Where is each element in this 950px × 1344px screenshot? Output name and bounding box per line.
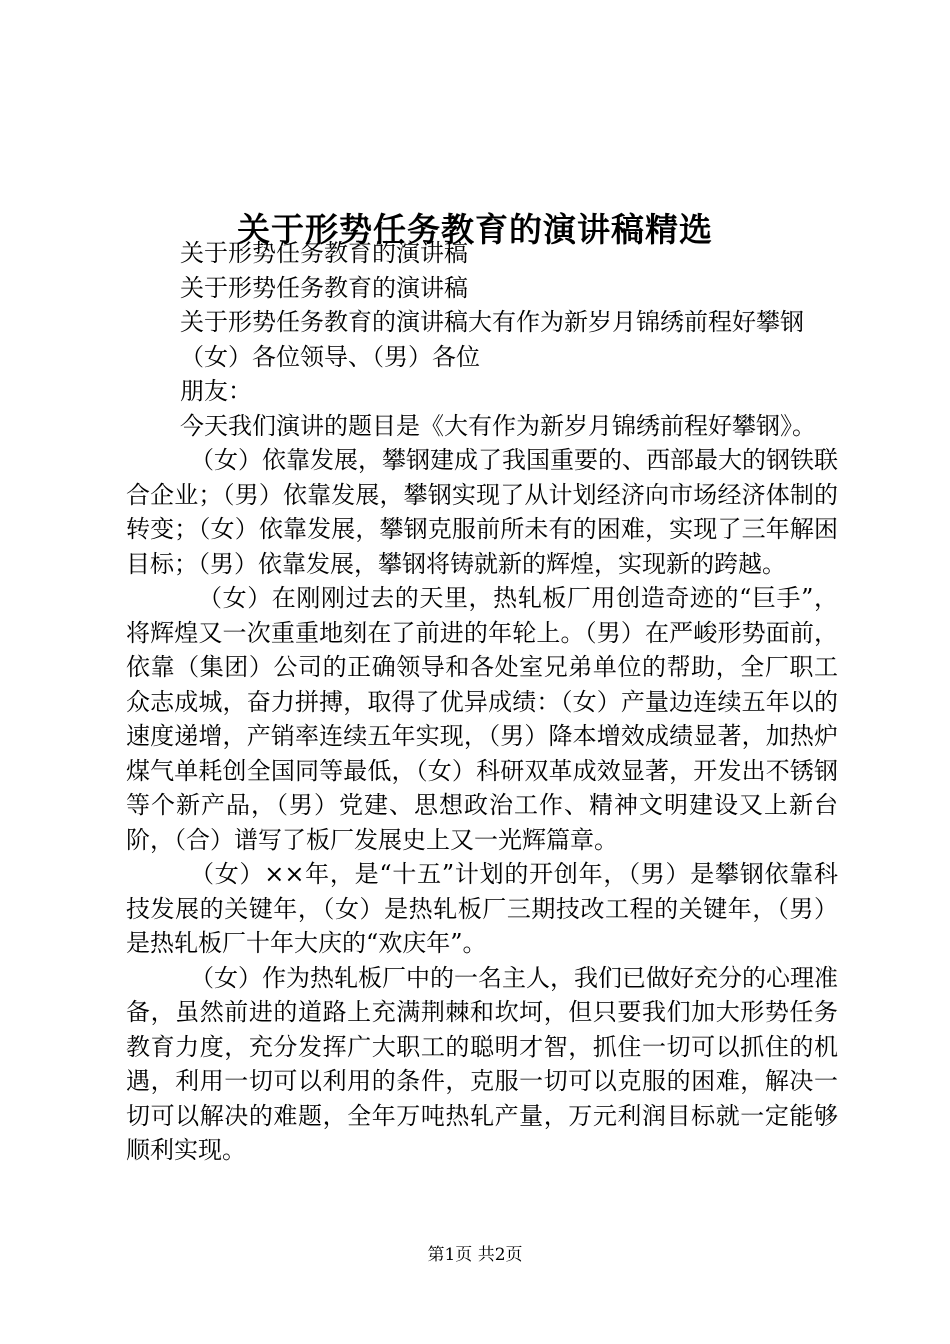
page-footer: 第1页 共2页	[427, 1245, 523, 1265]
paragraph-topic: 今天我们演讲的题目是《大有作为新岁月锦绣前程好攀钢》。	[180, 411, 816, 440]
paragraph-key-year: （女）××年，是“十五”计划的开创年，（男）是攀钢依靠科技发展的关键年，（女）是热轧板厂三期技改工程的关键年，（男）是热轧板厂十年大庆的“欢庆年”。	[126, 860, 838, 957]
document-body	[126, 236, 838, 1168]
paragraph-achievements: （女）在刚刚过去的天里，热轧板厂用创造奇迹的“巨手”，将辉煌又一次重重地刻在了前进的年轮上。（男）在严峻形势面前，依靠（集团）公司的正确领导和各处室兄弟单位的帮助，全厂职工众志成城，奋力拼搏，取得了优异成绩：（女）产量边连续五年以的速度递增，产销率连续五年实现，（男）降本增效成绩显著，加热炉煤气单耗创全国同等最低，（女）科研双革成效显著，开发出不锈钢等个新产品，（男）党建、思想政治工作、精神文明建设又上新台阶，（合）谱写了板厂发展史上又一光辉篇章。	[126, 584, 838, 854]
paragraph-greeting-cont: 朋友：	[180, 377, 252, 405]
document-title: 关于形势任务教育的演讲稿精选	[237, 210, 713, 250]
paragraph-greeting: （女）各位领导、（男）各位	[180, 342, 480, 371]
paragraph-subtitle-1: 关于形势任务教育的演讲稿	[180, 239, 468, 267]
paragraph-development: （女）依靠发展，攀钢建成了我国重要的、西部最大的钢铁联合企业；（男）依靠发展，攀钢实现了从计划经济向市场经济体制的转变；（女）依靠发展，攀钢克服前所未有的困难，实现了三年解困目标；（男）依靠发展，攀钢将铸就新的辉煌，实现新的跨越。	[126, 446, 838, 578]
paragraph-commitment: （女）作为热轧板厂中的一名主人，我们已做好充分的心理准备，虽然前进的道路上充满荆棘和坎坷，但只要我们加大形势任务教育力度，充分发挥广大职工的聪明才智，抓住一切可以抓住的机遇，利用一切可以利用的条件，克服一切可以克服的困难，解决一切可以解决的难题，全年万吨热轧产量，万元利润目标就一定能够顺利实现。	[126, 963, 838, 1164]
paragraph-speech-title: 关于形势任务教育的演讲稿大有作为新岁月锦绣前程好攀钢	[180, 308, 804, 336]
paragraph-subtitle-2: 关于形势任务教育的演讲稿	[180, 273, 468, 302]
